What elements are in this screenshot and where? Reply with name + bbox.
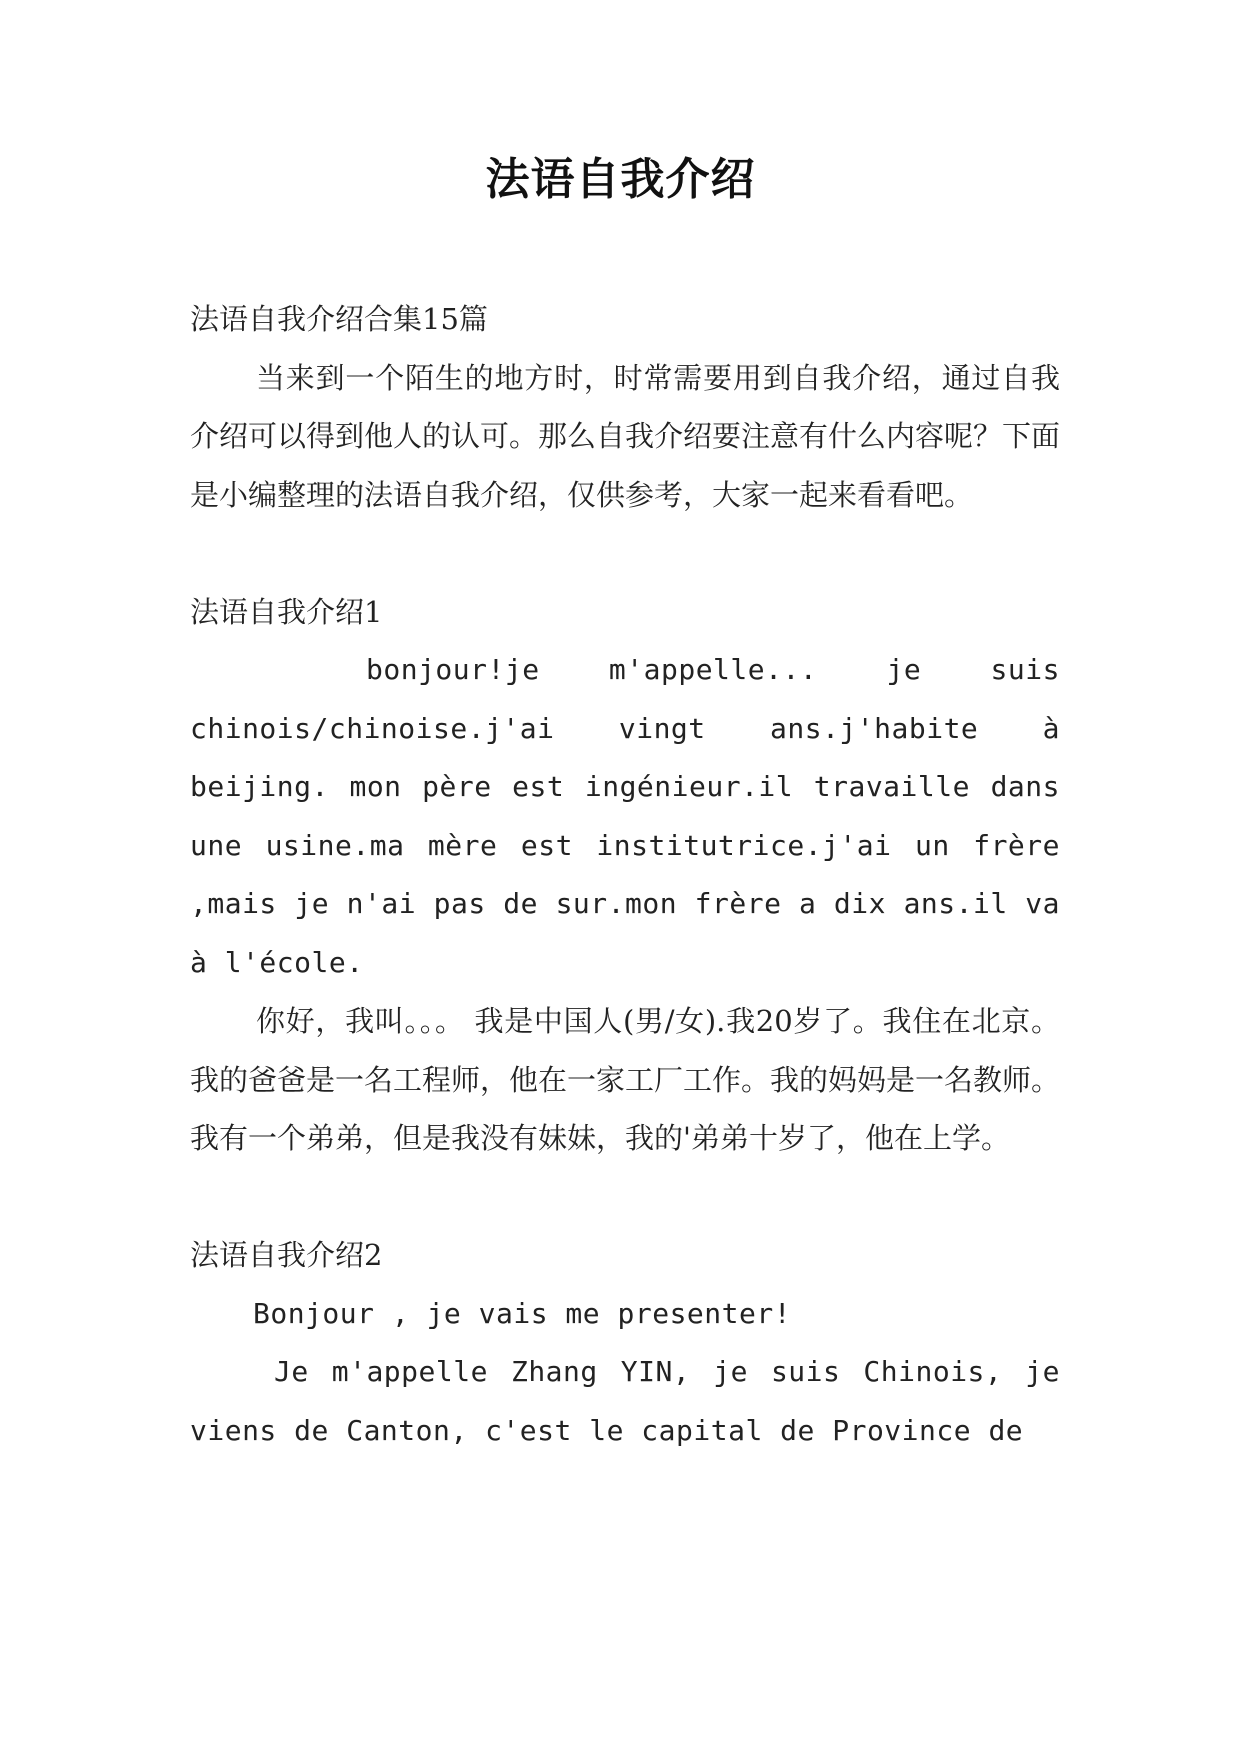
intro-paragraph: 当来到一个陌生的地方时，时常需要用到自我介绍，通过自我介绍可以得到他人的认可。那么自我介绍要注意有什么内容呢？下面是小编整理的法语自我介绍，仅供参考，大家一起来看看吧。 [190, 360, 1061, 512]
document-title: 法语自我介绍 [485, 154, 756, 205]
collection-heading: 法语自我介绍合集15篇 [190, 302, 488, 336]
spacer [190, 1168, 1060, 1227]
section-1-chinese-paragraph: 你好，我叫。。。 我是中国人(男/女).我20岁了。我住在北京。我的爸爸是一名工程师，他在一家工厂工作。我的妈妈是一名教师。我有一个弟弟，但是我没有妹妹，我的'弟弟十岁了，他在上学。 [190, 1004, 1061, 1155]
document-body [190, 290, 1060, 1460]
section-1-heading: 法语自我介绍1 [190, 594, 383, 629]
section-2-line-1: Bonjour , je vais me presenter! [253, 1296, 792, 1330]
section-1-french-paragraph: bonjour!je m'appelle... je suis chinois/chinoise.j'ai vingt ans.j'habite à beijing. mon père est ingénieur.il travaille dans une usine.ma mère est institutrice.j'ai un frère ,mais je n'ai pas de sur.mon frère a dix ans.il va à l'école. [190, 653, 1060, 979]
section-2-heading: 法语自我介绍2 [190, 1238, 383, 1272]
section-2-line-2: Je m'appelle Zhang YIN, je suis Chinois, je viens de Canton, c'est le capital de Province de [190, 1355, 1060, 1447]
spacer [190, 524, 1060, 583]
